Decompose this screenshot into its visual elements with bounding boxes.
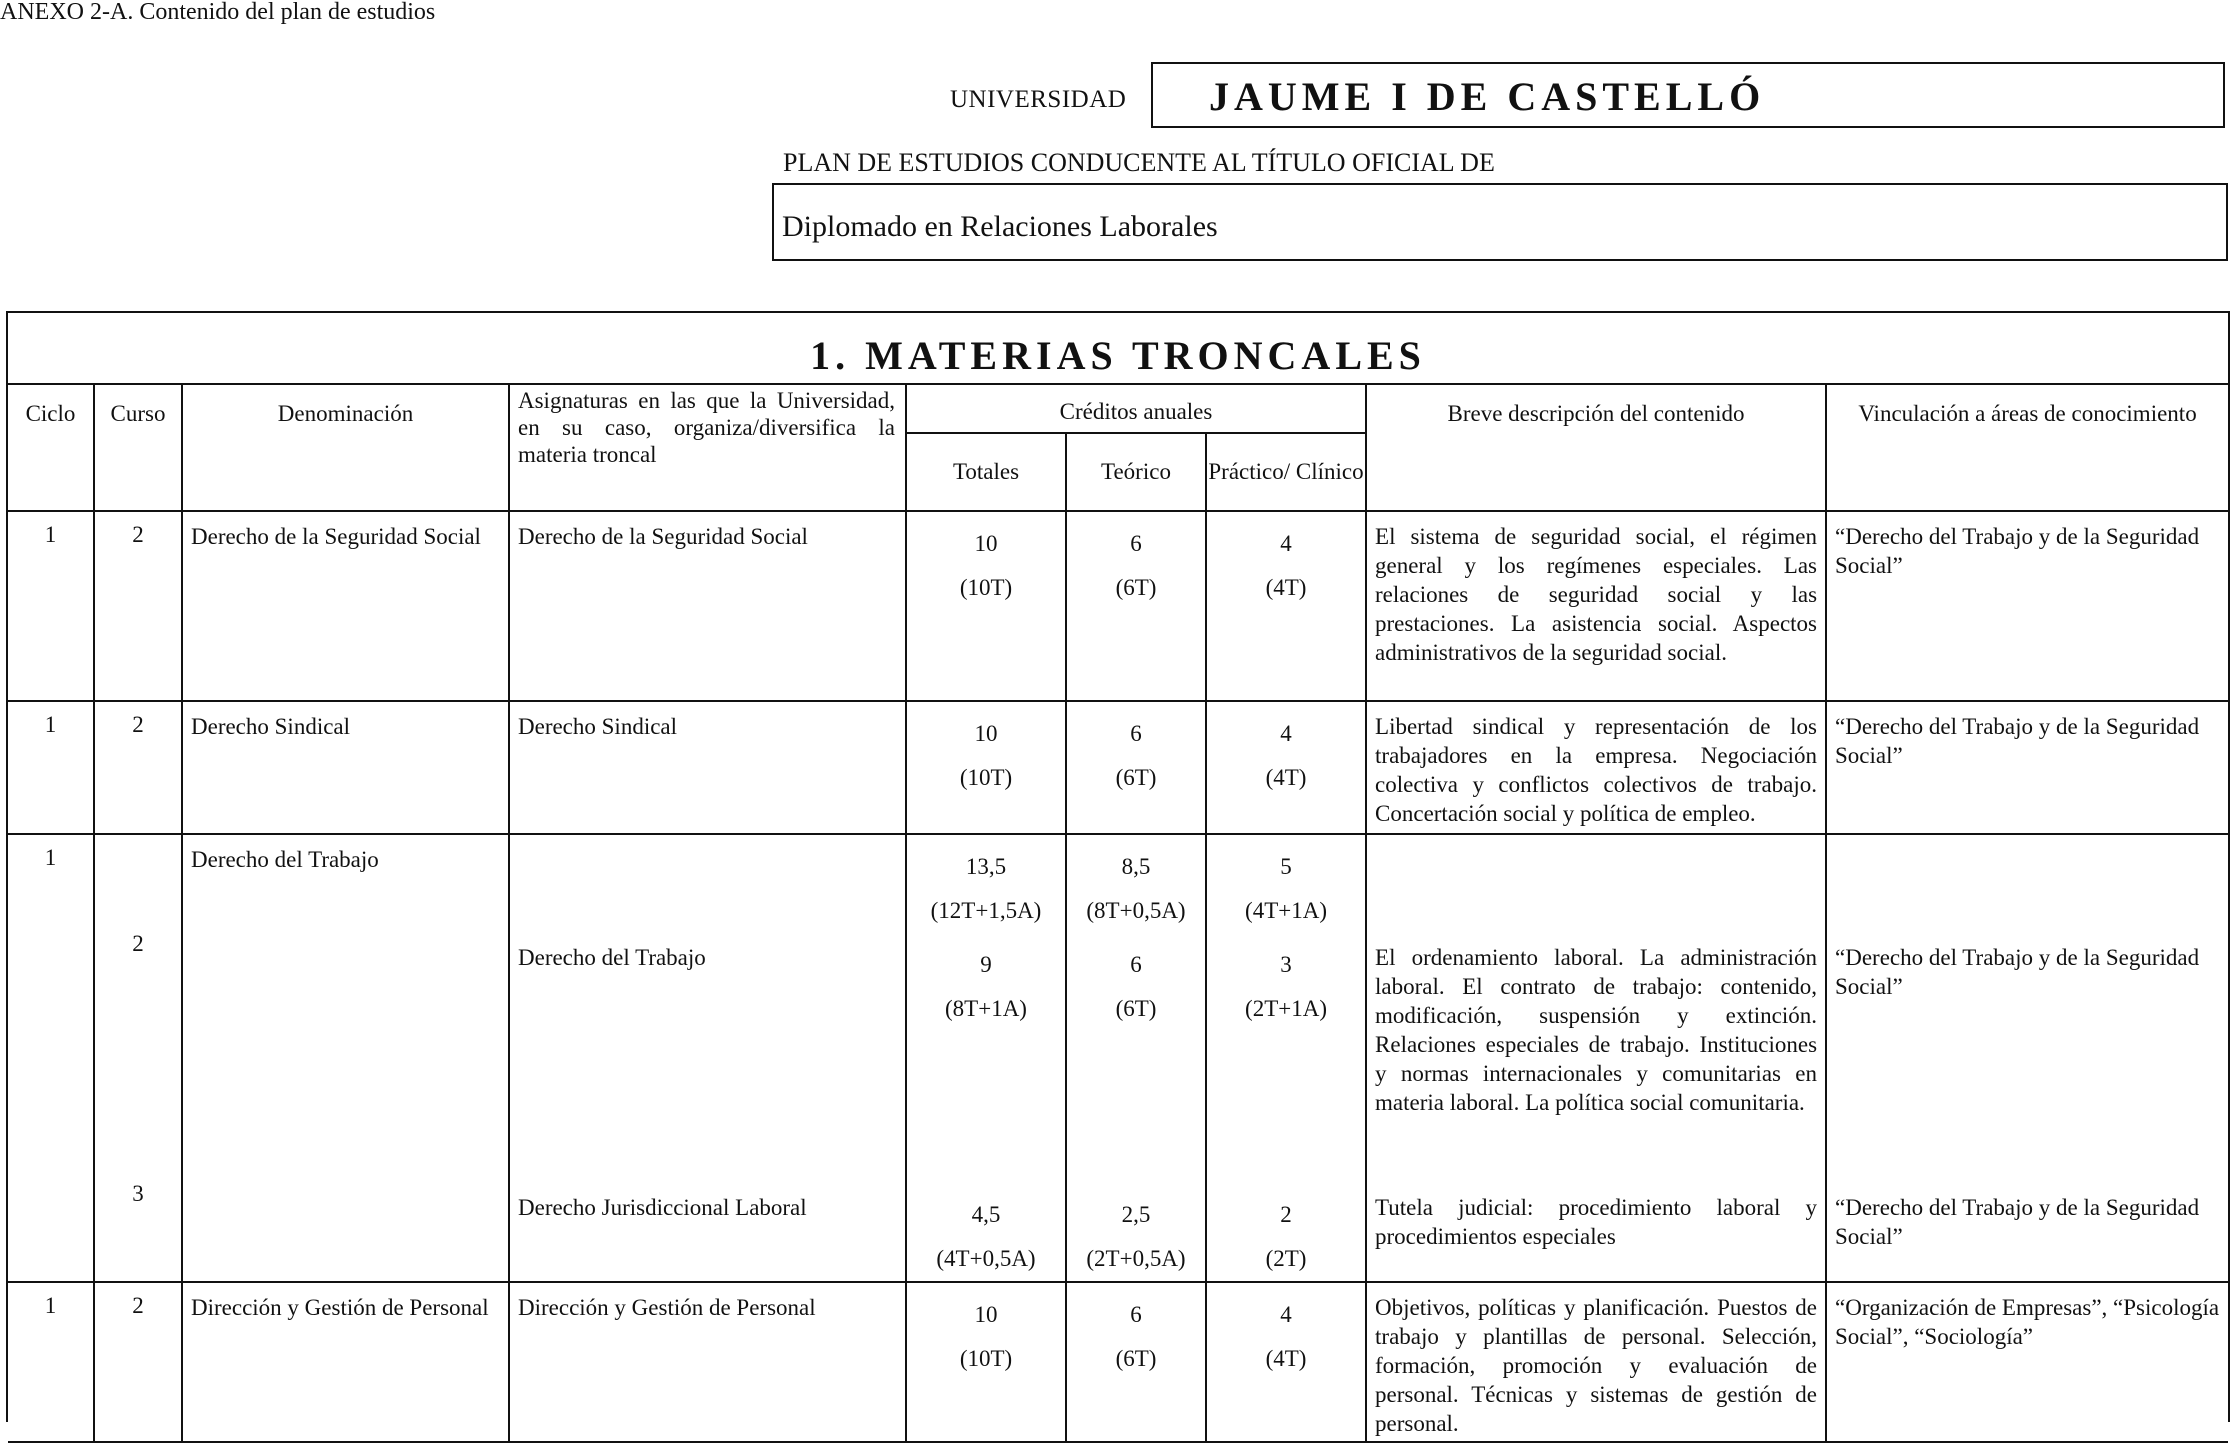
totales-cell <box>906 933 1066 1183</box>
practico-detail: (2T+1A) <box>1245 996 1327 1021</box>
totales-detail: (10T) <box>959 575 1013 600</box>
table-row <box>8 1282 2228 1442</box>
practico-value: 3 <box>1280 952 1292 977</box>
descripcion-cell: Tutela judicial: procedimiento laboral y procedimientos especiales <box>1366 1183 1826 1282</box>
annex-label: ANEXO 2-A. Contenido del plan de estudios <box>0 0 436 25</box>
practico-cell <box>1206 701 1366 834</box>
practico-cell <box>1206 1282 1366 1442</box>
teorico-value: 6 <box>1130 721 1142 746</box>
practico-detail: (4T+1A) <box>1245 898 1327 923</box>
curso-value: 3 <box>132 1181 144 1206</box>
vinculacion-cell: “Derecho del Trabajo y de la Seguridad Social” <box>1826 933 2228 1183</box>
descripcion-cell <box>1366 834 1826 933</box>
teorico-value: 8,5 <box>1121 854 1151 879</box>
asignatura-cell: Derecho del Trabajo <box>509 933 906 1183</box>
practico-cell <box>1206 834 1366 933</box>
totales-cell <box>906 834 1066 933</box>
practico-value: 4 <box>1280 531 1292 556</box>
practico-value: 4 <box>1280 1302 1292 1327</box>
curso-cell <box>94 834 182 1282</box>
totales-value: 10 <box>974 1302 998 1327</box>
vinculacion-cell: “Derecho del Trabajo y de la Seguridad Social” <box>1826 701 2228 834</box>
header-descripcion: Breve descripción del contenido <box>1366 384 1826 511</box>
curso-cell: 2 <box>94 1282 182 1442</box>
section-title: 1. MATERIAS TRONCALES <box>810 333 1426 378</box>
teorico-cell <box>1066 834 1206 933</box>
practico-detail: (4T) <box>1265 1346 1307 1371</box>
teorico-cell <box>1066 933 1206 1183</box>
teorico-value: 6 <box>1130 1302 1142 1327</box>
totales-detail: (4T+0,5A) <box>936 1246 1036 1271</box>
descripcion-cell: Libertad sindical y representación de los trabajadores en la empresa. Negociación colectiva y conflictos colectivos de trabajo. Concertación social y política de empleo. <box>1366 701 1826 834</box>
denominacion-cell: Dirección y Gestión de Personal <box>182 1282 509 1442</box>
university-label: UNIVERSIDAD <box>950 86 1127 113</box>
totales-value: 9 <box>980 952 992 977</box>
practico-detail: (4T) <box>1265 765 1307 790</box>
teorico-detail: (6T) <box>1115 996 1157 1021</box>
vinculacion-cell: “Derecho del Trabajo y de la Seguridad Social” <box>1826 1183 2228 1282</box>
header-curso: Curso <box>94 384 182 511</box>
practico-cell <box>1206 1183 1366 1282</box>
totales-value: 4,5 <box>971 1202 1001 1227</box>
descripcion-cell: El ordenamiento laboral. La administración laboral. El contrato de trabajo: contenido, modificación, suspensión y extinción. Relaciones especiales de trabajo. Instituciones y normas internacionales y comunitarias en materia laboral. La política social comunitaria. <box>1366 933 1826 1183</box>
ciclo-cell: 1 <box>8 701 94 834</box>
teorico-detail: (2T+0,5A) <box>1086 1246 1186 1271</box>
totales-value: 10 <box>974 531 998 556</box>
vinculacion-cell: “Organización de Empresas”, “Psicología Social”, “Sociología” <box>1826 1282 2228 1442</box>
teorico-detail: (8T+0,5A) <box>1086 898 1186 923</box>
teorico-value: 6 <box>1130 531 1142 556</box>
teorico-cell <box>1066 511 1206 701</box>
curso-value: 2 <box>132 931 144 956</box>
ciclo-cell: 1 <box>8 1282 94 1442</box>
totales-value: 10 <box>974 721 998 746</box>
totales-cell <box>906 1282 1066 1442</box>
header-creditos-anuales: Créditos anuales <box>906 384 1366 433</box>
totales-detail: (10T) <box>959 765 1013 790</box>
troncales-section <box>6 311 2230 1436</box>
curso-cell: 2 <box>94 511 182 701</box>
ciclo-cell: 1 <box>8 834 94 1282</box>
totales-cell <box>906 1183 1066 1282</box>
totales-detail: (12T+1,5A) <box>930 898 1042 923</box>
totales-detail: (10T) <box>959 1346 1013 1371</box>
totales-cell <box>906 511 1066 701</box>
teorico-detail: (6T) <box>1115 575 1157 600</box>
teorico-value: 6 <box>1130 952 1142 977</box>
practico-value: 5 <box>1280 854 1292 879</box>
teorico-detail: (6T) <box>1115 765 1157 790</box>
vinculacion-cell: “Derecho del Trabajo y de la Seguridad Social” <box>1826 511 2228 701</box>
practico-detail: (4T) <box>1265 575 1307 600</box>
denominacion-cell: Derecho Sindical <box>182 701 509 834</box>
practico-cell <box>1206 933 1366 1183</box>
university-name-box: JAUME I DE CASTELLÓ <box>1151 62 2225 128</box>
ciclo-cell: 1 <box>8 511 94 701</box>
table-row <box>8 834 2228 933</box>
teorico-value: 2,5 <box>1121 1202 1151 1227</box>
header-denominacion: Denominación <box>182 384 509 511</box>
header-asignaturas: Asignaturas en las que la Universidad, en su caso, organiza/diversifica la materia troncal <box>509 384 906 511</box>
header-teorico: Teórico <box>1066 433 1206 511</box>
asignatura-cell: Derecho Sindical <box>509 701 906 834</box>
subjects-table <box>8 383 2228 1443</box>
practico-value: 4 <box>1280 721 1292 746</box>
descripcion-cell: El sistema de seguridad social, el régimen general y los regímenes especiales. Las relaciones de seguridad social y las prestaciones. La asistencia social. Aspectos administrativos de la seguridad social. <box>1366 511 1826 701</box>
header-ciclo: Ciclo <box>8 384 94 511</box>
practico-detail: (2T) <box>1265 1246 1307 1271</box>
curso-cell: 2 <box>94 701 182 834</box>
descripcion-cell: Objetivos, políticas y planificación. Puestos de trabajo y plantillas de personal. Selección, formación, promoción y evaluación de personal. Técnicas y sistemas de gestión de personal. <box>1366 1282 1826 1442</box>
totales-detail: (8T+1A) <box>945 996 1027 1021</box>
header-totales: Totales <box>906 433 1066 511</box>
totales-value: 13,5 <box>965 854 1007 879</box>
practico-cell <box>1206 511 1366 701</box>
teorico-cell <box>1066 1183 1206 1282</box>
header-practico: Práctico/ Clínico <box>1206 433 1366 511</box>
plan-label: PLAN DE ESTUDIOS CONDUCENTE AL TÍTULO OFICIAL DE <box>783 148 1495 177</box>
degree-title-box: Diplomado en Relaciones Laborales <box>772 183 2228 261</box>
teorico-cell <box>1066 701 1206 834</box>
teorico-detail: (6T) <box>1115 1346 1157 1371</box>
asignatura-cell <box>509 834 906 933</box>
denominacion-cell: Derecho del Trabajo <box>182 834 509 1282</box>
asignatura-cell: Dirección y Gestión de Personal <box>509 1282 906 1442</box>
totales-cell <box>906 701 1066 834</box>
denominacion-cell: Derecho de la Seguridad Social <box>182 511 509 701</box>
vinculacion-cell <box>1826 834 2228 933</box>
table-row <box>8 511 2228 701</box>
table-row <box>8 701 2228 834</box>
header-vinculacion: Vinculación a áreas de conocimiento <box>1826 384 2228 511</box>
teorico-cell <box>1066 1282 1206 1442</box>
asignatura-cell: Derecho Jurisdiccional Laboral <box>509 1183 906 1282</box>
asignatura-cell: Derecho de la Seguridad Social <box>509 511 906 701</box>
practico-value: 2 <box>1280 1202 1292 1227</box>
